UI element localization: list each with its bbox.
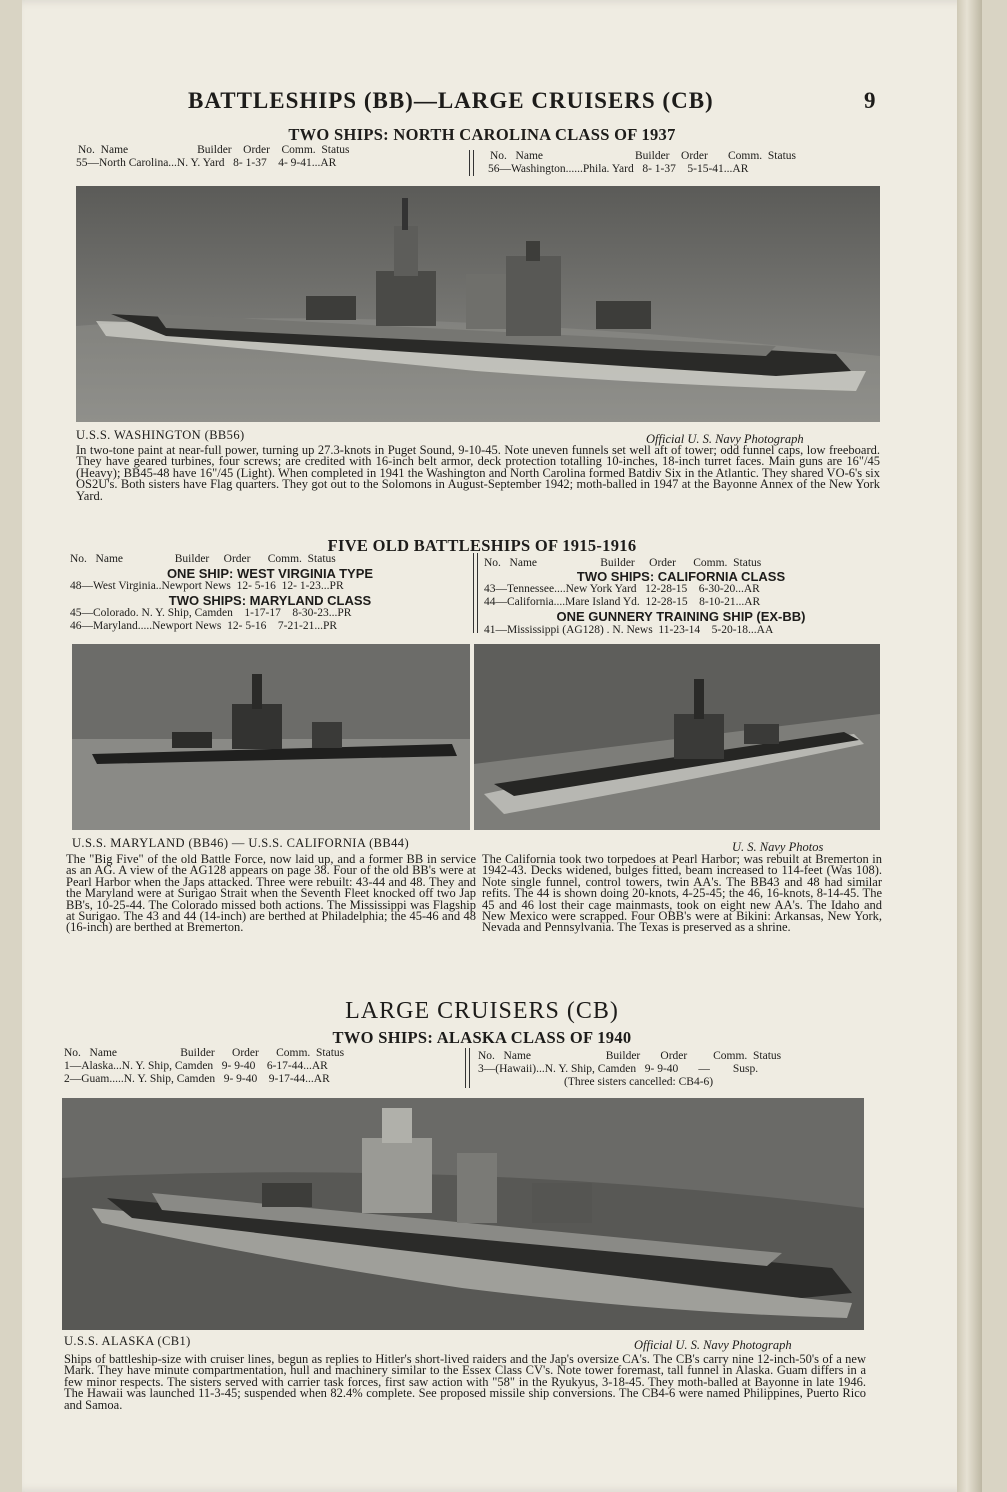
page-title: BATTLESHIPS (BB)—LARGE CRUISERS (CB)	[188, 88, 714, 113]
cb-class-title: TWO SHIPS: ALASKA CLASS OF 1940	[332, 1028, 632, 1047]
cb-right-header: No. Name Builder Order Comm. Status	[478, 1050, 782, 1062]
old-bb-title: FIVE OLD BATTLESHIPS OF 1915-1916	[327, 536, 637, 555]
cb-cancelled-note: (Three sisters cancelled: CB4-6)	[564, 1076, 714, 1088]
nc-column-divider	[469, 150, 474, 176]
page-edge	[957, 0, 982, 1492]
washington-caption: U.S.S. WASHINGTON (BB56)	[76, 428, 245, 442]
old-left-header: No. Name Builder Order Comm. Status	[70, 553, 336, 565]
alaska-caption: U.S.S. ALASKA (CB1)	[64, 1334, 191, 1348]
gunnery-row: 41—Mississippi (AG128) . N. News 11-23-14 5-20-18...AA	[484, 624, 774, 636]
alaska-photo	[62, 1098, 864, 1330]
page-number: 9	[864, 88, 876, 113]
cb-section-title: LARGE CRUISERS (CB)	[345, 998, 619, 1024]
cb-row-guam: 2—Guam.....N. Y. Ship, Camden 9- 9-40 9-17-44...AR	[64, 1073, 330, 1085]
cb-row-alaska: 1—Alaska...N. Y. Ship, Camden 9- 9-40 6-17-44...AR	[64, 1060, 328, 1072]
alaska-description: Ships of battleship-size with cruiser lines, begun as replies to Hitler's short-lived raiders and the Jap's oversize CA's. The CB's carry nine 12-inch-50's of a new Mark. They have minute compartmentation, hull and machinery similar to the Essex Class CV's. Note tower foremast, tall funnel in Alaska. Guam differs in a few minor respects. The sisters served with carrier task forces, first saw action with "58" in the Ryukyus, 3-18-45. They moth-balled at Bayonne in late 1946. The Hawaii was launched 11-3-45; suspended when 82.4% complete. See proposed missile ship conversions. The CB4-6 were named Philippines, Puerto Rico and Samoa.	[64, 1352, 866, 1412]
md-row-colorado: 45—Colorado. N. Y. Ship, Camden 1-17-17 8-30-23...PR	[70, 607, 352, 619]
md-row-maryland: 46—Maryland.....Newport News 12- 5-16 7-21-21...PR	[70, 620, 338, 632]
old-bb-description-left: The "Big Five" of the old Battle Force, now laid up, and a former BB in service as an AG. A view of the AG128 appears on page 38. Four of the old BB's were at Pearl Harbor when the Japs attacked. Three were rebuilt: 43-44 and 48. They and the Maryland were at Surigao Strait when the Seventh Fleet knocked off two Jap BB's, 10-25-44. The Colorado missed both actions. The Mississippi was Flagship at Surigao. The 43 and 44 (14-inch) are berthed at Philadelphia; the 45-46 and 48 (16-inch) are berthed at Bremerton.	[66, 852, 476, 935]
ca-class-title: TWO SHIPS: CALIFORNIA CLASS	[576, 569, 786, 584]
nc-left-header: No. Name Builder Order Comm. Status	[78, 144, 350, 156]
wv-row: 48—West Virginia..Newport News 12- 5-16 12- 1-23...PR	[70, 580, 344, 592]
old-right-header: No. Name Builder Order Comm. Status	[484, 557, 762, 569]
book-page	[22, 0, 982, 1492]
washington-credit: Official U. S. Navy Photograph	[646, 432, 804, 446]
washington-description: In two-tone paint at near-full power, turning up 27.3-knots in Puget Sound, 9-10-45. Note uneven funnels set well aft of tower; odd funnel caps, low freeboard. They have geared turbines, four screws; are credited with 16-inch belt armor, deck protection totalling 10-inches, 18-inch turret faces. Main guns are 16"/45 (Heavy); BB45-48 have 16"/45 (Light). When completed in 1941 the Washington and North Carolina formed Batdiv Six in the Atlantic. They shared VO-6's six OS2U's. Both sisters have Flag quarters. They got out to the Solomons in August-September 1942; moth-balled in 1947 at the Bayonne Annex of the New York Yard.	[76, 443, 880, 503]
nc-left-row: 55—North Carolina...N. Y. Yard 8- 1-37 4- 9-41...AR	[76, 157, 337, 169]
washington-photo	[76, 186, 880, 422]
old-column-divider	[473, 553, 478, 633]
nc-right-row: 56—Washington......Phila. Yard 8- 1-37 5-15-41...AR	[488, 163, 749, 175]
maryland-photo	[72, 644, 470, 830]
nc-class-title: TWO SHIPS: NORTH CAROLINA CLASS OF 1937	[288, 125, 676, 144]
cb-row-hawaii: 3—(Hawaii)...N. Y. Ship, Camden 9- 9-40 — Susp.	[478, 1063, 759, 1075]
california-photo	[474, 644, 880, 830]
nc-right-header: No. Name Builder Order Comm. Status	[490, 150, 797, 162]
cb-column-divider	[465, 1048, 470, 1088]
ca-row-california: 44—California....Mare Island Yd. 12-28-15 8-10-21...AR	[484, 596, 761, 608]
cb-left-header: No. Name Builder Order Comm. Status	[64, 1047, 345, 1059]
md-class-title: TWO SHIPS: MARYLAND CLASS	[168, 593, 372, 608]
alaska-credit: Official U. S. Navy Photograph	[634, 1338, 792, 1352]
old-bb-description-right: The California took two torpedoes at Pearl Harbor; was rebuilt at Bremerton in 1942-43. Decks widened, bulges fitted, beam increased to 114-feet (Was 108). Note single funnel, control towers, twin AA's. The BB43 and 48 had similar refits. The 44 is shown doing 20-knots, 4-25-45; the 46, 16-knots, 8-14-45. The 45 and 46 lost their cage mainmasts, took on eight new AA's. The Idaho and New Mexico were scrapped. Four OBB's were at Bikini: Arkansas, New York, Nevada and Pennsylvania. The Texas is preserved as a shrine.	[482, 852, 882, 935]
gunnery-title: ONE GUNNERY TRAINING SHIP (EX-BB)	[556, 609, 806, 624]
old-bb-caption: U.S.S. MARYLAND (BB46) — U.S.S. CALIFORNIA (BB44)	[72, 836, 410, 850]
ca-row-tennessee: 43—Tennessee....New York Yard 12-28-15 6-30-20...AR	[484, 583, 760, 595]
wv-type-title: ONE SHIP: WEST VIRGINIA TYPE	[166, 566, 374, 581]
old-bb-credit: U. S. Navy Photos	[732, 840, 824, 854]
